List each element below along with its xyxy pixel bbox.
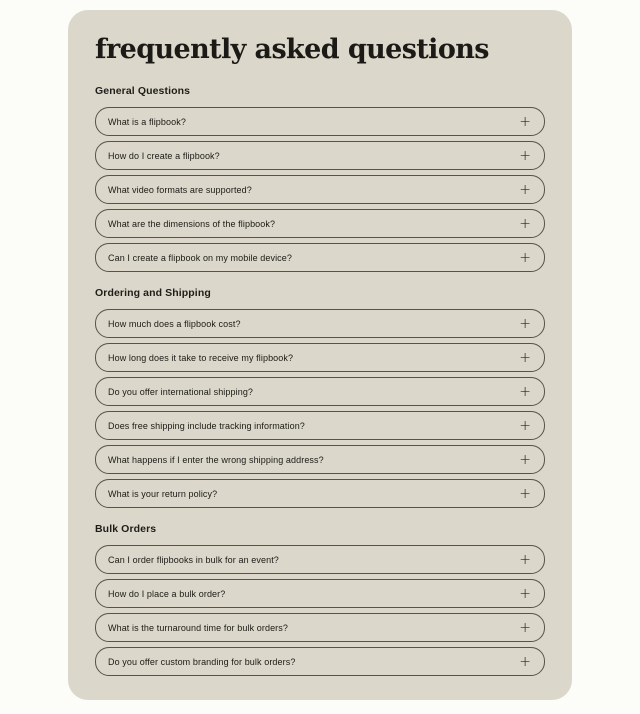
- plus-icon[interactable]: +: [519, 451, 531, 468]
- faq-accordion-item[interactable]: [95, 175, 545, 204]
- faq-question-text: How much does a flipbook cost?: [108, 318, 241, 329]
- plus-icon[interactable]: +: [519, 585, 531, 602]
- faq-question-text: What is a flipbook?: [108, 116, 186, 127]
- faq-accordion-item[interactable]: [95, 309, 545, 338]
- faq-question-text: What are the dimensions of the flipbook?: [108, 218, 276, 229]
- section-label: General Questions: [95, 85, 191, 97]
- faq-accordion-item[interactable]: [95, 613, 545, 642]
- plus-icon[interactable]: +: [519, 181, 531, 198]
- plus-icon[interactable]: +: [519, 349, 531, 366]
- plus-icon[interactable]: +: [519, 215, 531, 232]
- faq-accordion-item[interactable]: [95, 377, 545, 406]
- faq-question-text: Do you offer international shipping?: [108, 386, 254, 397]
- faq-question-text: How do I place a bulk order?: [108, 588, 226, 599]
- plus-icon[interactable]: +: [519, 315, 531, 332]
- plus-icon[interactable]: +: [519, 619, 531, 636]
- faq-accordion-item[interactable]: [95, 479, 545, 508]
- faq-question-text: How long does it take to receive my flipbook?: [108, 352, 294, 363]
- plus-icon[interactable]: +: [519, 551, 531, 568]
- page-title: frequently asked questions: [95, 34, 489, 65]
- faq-section: [95, 522, 545, 676]
- section-label: Bulk Orders: [95, 523, 157, 535]
- faq-accordion-item[interactable]: [95, 343, 545, 372]
- section-items: [95, 545, 545, 676]
- faq-accordion-item[interactable]: [95, 243, 545, 272]
- faq-question-text: What video formats are supported?: [108, 184, 252, 195]
- faq-question-text: How do I create a flipbook?: [108, 150, 220, 161]
- faq-accordion-item[interactable]: [95, 445, 545, 474]
- faq-accordion-item[interactable]: [95, 411, 545, 440]
- section-items: [95, 107, 545, 272]
- faq-question-text: What is your return policy?: [108, 488, 218, 499]
- plus-icon[interactable]: +: [519, 485, 531, 502]
- faq-accordion-item[interactable]: [95, 141, 545, 170]
- faq-accordion-item[interactable]: [95, 647, 545, 676]
- faq-question-text: What is the turnaround time for bulk orders?: [108, 622, 288, 633]
- faq-accordion-item[interactable]: [95, 545, 545, 574]
- plus-icon[interactable]: +: [519, 147, 531, 164]
- faq-question-text: Does free shipping include tracking information?: [108, 420, 305, 431]
- faq-question-text: What happens if I enter the wrong shipping address?: [108, 454, 324, 465]
- section-label: Ordering and Shipping: [95, 287, 211, 299]
- faq-question-text: Can I create a flipbook on my mobile device?: [108, 252, 292, 263]
- plus-icon[interactable]: +: [519, 653, 531, 670]
- plus-icon[interactable]: +: [519, 417, 531, 434]
- faq-section: [95, 84, 545, 272]
- plus-icon[interactable]: +: [519, 249, 531, 266]
- faq-question-text: Do you offer custom branding for bulk orders?: [108, 656, 296, 667]
- plus-icon[interactable]: +: [519, 113, 531, 130]
- faq-question-text: Can I order flipbooks in bulk for an event?: [108, 554, 279, 565]
- faq-accordion-item[interactable]: [95, 107, 545, 136]
- plus-icon[interactable]: +: [519, 383, 531, 400]
- section-items: [95, 309, 545, 508]
- faq-accordion-item[interactable]: [95, 209, 545, 238]
- faq-section: [95, 286, 545, 508]
- faq-accordion-item[interactable]: [95, 579, 545, 608]
- faq-sections-container: [95, 84, 545, 676]
- faq-card: [68, 10, 572, 700]
